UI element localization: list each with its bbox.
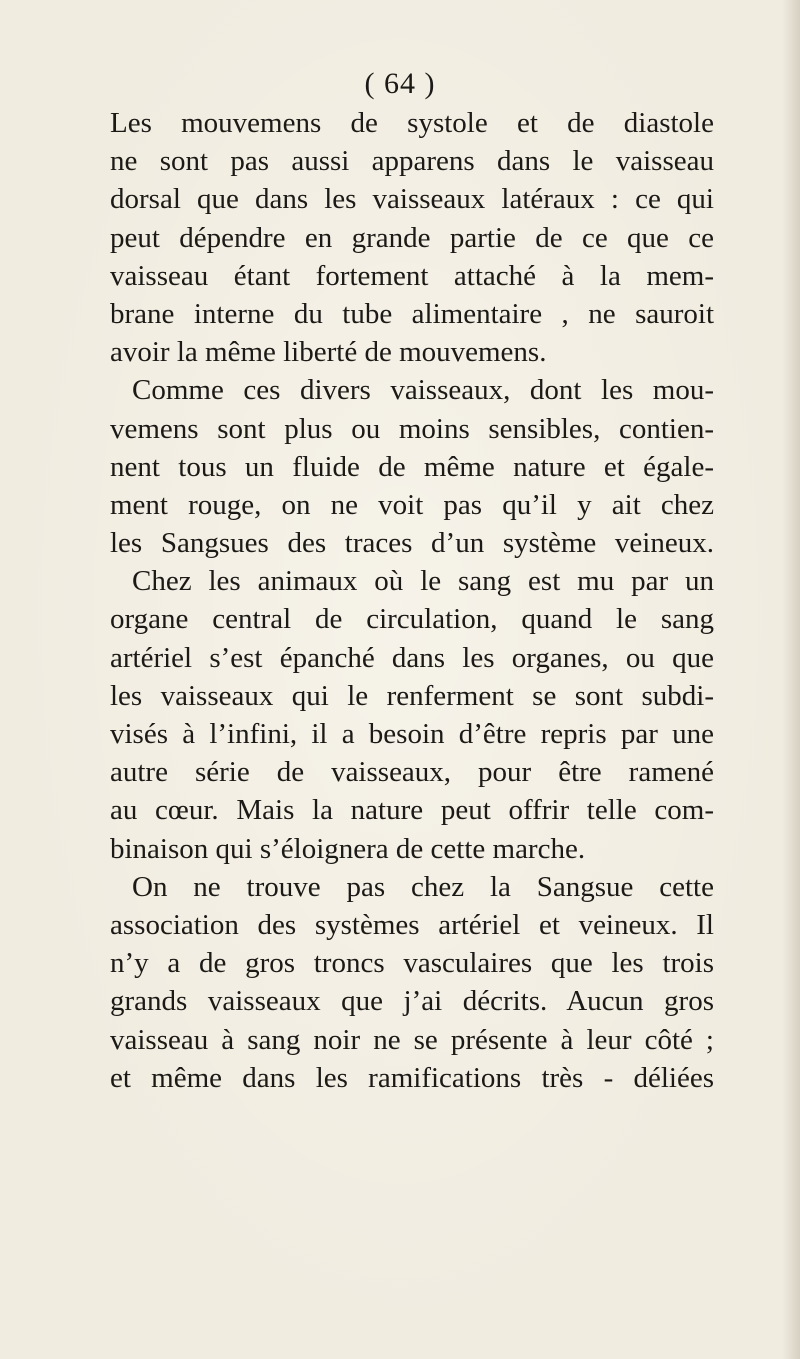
text-line: Comme ces divers vaisseaux, dont les mou- — [132, 374, 714, 407]
text-line: brane interne du tube alimentaire , ne sauroit — [110, 297, 714, 330]
text-line: vaisseau étant fortement attaché à la mem- — [110, 259, 714, 292]
body-text — [110, 104, 714, 1097]
text-line: artériel s’est épanché dans les organes, ou que — [110, 641, 714, 674]
text-line: au cœur. Mais la nature peut offrir telle com- — [110, 794, 714, 827]
text-line: nent tous un fluide de même nature et égale- — [110, 450, 714, 483]
text-line: autre série de vaisseaux, pour être ramené — [110, 756, 714, 789]
text-line: dorsal que dans les vaisseaux latéraux : ce qui — [110, 183, 714, 216]
page-number: ( 64 ) — [364, 67, 436, 100]
text-line: les vaisseaux qui le renferment se sont subdi- — [110, 679, 714, 712]
page-edge-shadow — [782, 0, 800, 1359]
text-line: les Sangsues des traces d’un système veineux. — [110, 527, 714, 560]
text-line: association des systèmes artériel et veineux. Il — [110, 908, 714, 941]
text-line: visés à l’infini, il a besoin d’être repris par une — [110, 718, 714, 750]
text-line: Chez les animaux où le sang est mu par un — [132, 565, 714, 598]
text-line: Les mouvemens de systole et de diastole — [110, 107, 714, 139]
text-line: vaisseau à sang noir ne se présente à leur côté ; — [110, 1023, 714, 1056]
text-line: peut dépendre en grande partie de ce que ce — [110, 221, 714, 254]
text-line: ne sont pas aussi apparens dans le vaisseau — [110, 145, 714, 178]
text-line: et même dans les ramifications très - déliées — [110, 1061, 714, 1094]
text-line: On ne trouve pas chez la Sangsue cette — [132, 870, 714, 903]
text-line: organe central de circulation, quand le sang — [110, 603, 714, 636]
text-line: vemens sont plus ou moins sensibles, contien- — [110, 412, 714, 445]
text-line: avoir la même liberté de mouvemens. — [110, 336, 547, 369]
text-line: ment rouge, on ne voit pas qu’il y ait chez — [110, 488, 714, 521]
text-line: n’y a de gros troncs vasculaires que les trois — [110, 947, 714, 980]
text-line: grands vaisseaux que j’ai décrits. Aucun gros — [110, 985, 714, 1018]
text-line: binaison qui s’éloignera de cette marche. — [110, 832, 586, 865]
